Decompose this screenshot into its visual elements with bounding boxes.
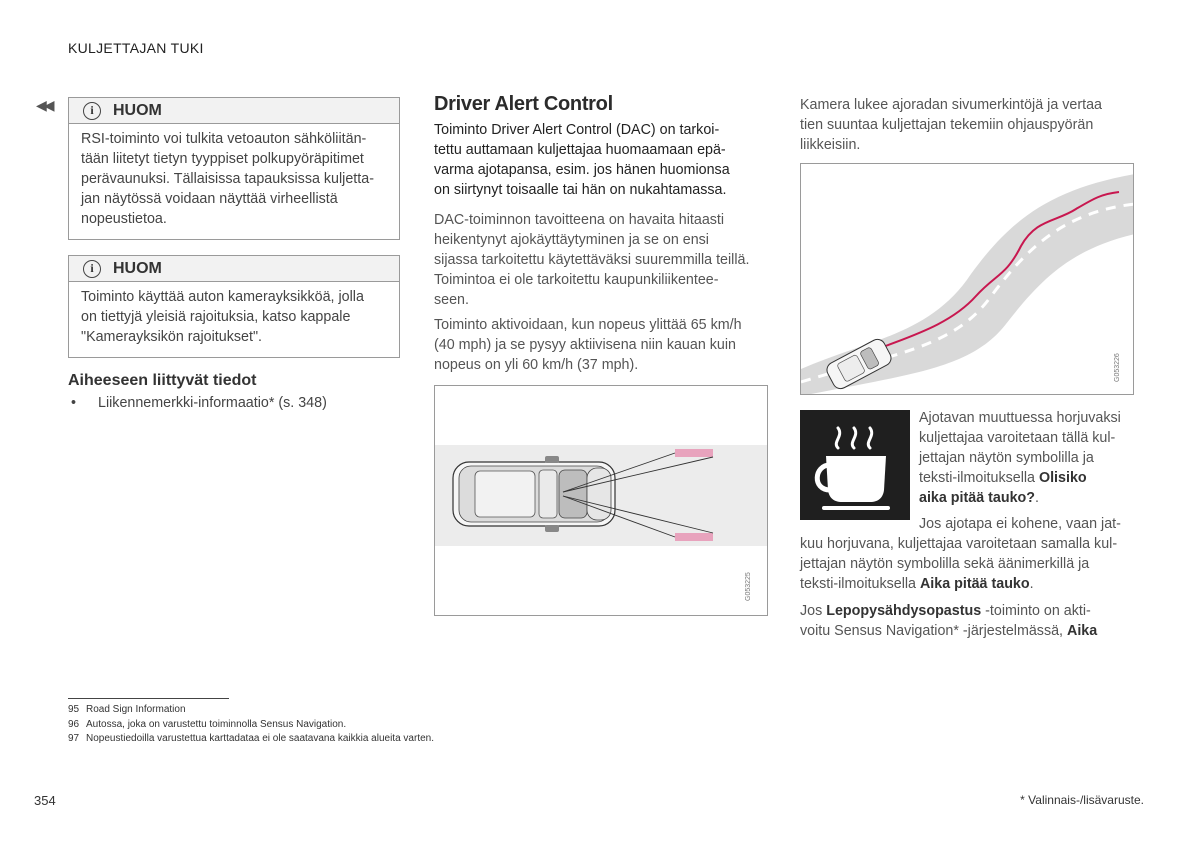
bullet: • [71,395,77,411]
info-icon: i [83,102,101,120]
text-line: Toimintoa ei ole tarkoitettu kaupunkiliikentee- [434,272,719,288]
note-title: HUOM [113,259,162,277]
text-line: aika pitää tauko?. [919,490,1039,506]
note-line: Toiminto käyttää auton kamerayksikköä, jolla [81,289,364,305]
text-line: DAC-toiminnon tavoitteena on havaita hitaasti [434,212,725,228]
alert-message: Aika [1067,623,1098,639]
note-line: on tiettyjä yleisiä rajoituksia, katso kappale [81,309,351,325]
lane-marker-top [675,449,713,457]
text-line: Jos Lepopysähdysopastus -toiminto on akti- [800,603,1091,619]
related-info-heading: Aiheeseen liittyvät tiedot [68,372,257,389]
note-line: RSI-toiminto voi tulkita vetoauton sähköliitän- [81,131,367,147]
figure-code: G053225 [745,572,752,601]
footnote-divider [68,698,229,699]
note-body [69,124,399,239]
text-line: Kamera lukee ajoradan sivumerkintöjä ja vertaa [800,97,1102,113]
note-box-rsi [68,97,400,240]
body-paragraph [800,514,1135,594]
note-line: "Kamerayksikön rajoitukset". [81,329,262,345]
footnote: 95 Road Sign Information [68,704,186,715]
text-line: liikkeisiin. [800,137,861,153]
alert-message: aika pitää tauko? [919,490,1036,506]
page-number: 354 [34,793,56,808]
body-paragraph [800,601,1135,641]
section-header: KULJETTAJAN TUKI [68,40,204,56]
alert-message: Olisiko [1038,470,1087,486]
footnote: 96 Autossa, joka on varustettu toiminnolla Sensus Navigation. [68,718,347,730]
text-line: jettajan näytön symbolilla sekä äänimerkillä ja [800,556,1090,572]
text-line: tettu auttamaan kuljettajaa huomaamaan epä- [434,142,726,158]
note-line: tään liitetyt tietyn tyyppiset polkupyöräpitimet [81,151,364,167]
figure-code: G053226 [1114,353,1121,382]
note-body [69,282,399,357]
note-title: HUOM [113,101,162,119]
body-paragraph [919,408,1139,508]
note-line: nopeustietoa. [81,211,167,227]
body-paragraph [434,210,769,310]
related-link-text[interactable]: Liikennemerkki-informaatio* (s. 348) [98,395,327,411]
info-icon: i [83,260,101,278]
text-line: kuu horjuvana, kuljettajaa varoitetaan samalla kul- [800,536,1118,552]
text-line: varma ajotapansa, esim. jos hänen huomionsa [434,162,730,178]
coffee-cup-icon [800,410,910,520]
text-line: (40 mph) ja se pysyy aktiivisena niin kauan kuin [434,337,736,353]
alert-message: Aika pitää tauko [919,576,1030,592]
camera-illustration [434,385,768,616]
text-line: teksti-ilmoituksella Aika pitää tauko. [800,576,1034,592]
text-line: seen. [434,292,469,308]
footnote: 97 Nopeustiedoilla varustettua karttadataa ei ole saatavana kaikkia alueita varten. [68,733,434,744]
road-path-illustration [800,163,1134,395]
text-line: kuljettajaa varoitetaan tällä kul- [919,430,1116,446]
text-line: Toiminto Driver Alert Control (DAC) on tarkoi- [434,122,720,138]
section-title: Driver Alert Control [434,93,613,115]
double-left-chevron-icon[interactable]: ◀◀ [36,97,52,113]
car-top-view [453,456,615,532]
note-line: perävaunuksi. Tällaisissa tapauksissa kuljetta- [81,171,374,187]
text-line: heikentynyt ajokäyttäytyminen ja se on ensi [434,232,709,248]
text-line: Toiminto aktivoidaan, kun nopeus ylittää 65 km/h [434,317,742,333]
text-line: voitu Sensus Navigation* -järjestelmässä, Aika [800,623,1098,639]
body-paragraph [434,315,769,375]
optional-equipment-note: * Valinnais-/lisävaruste. [1020,793,1144,807]
text-line: jettajan näytön symbolilla ja [919,450,1094,466]
text-line: Ajotavan muuttuessa horjuvaksi [919,410,1121,426]
lead-paragraph [434,120,754,200]
text-line: tien suuntaa kuljettajan tekemiin ohjauspyörän [800,117,1094,133]
feature-name: Lepopysähdysopastus [826,603,982,619]
text-line: on siirtynyt toisaalle tai hän on nukahtamassa. [434,182,727,198]
body-paragraph [800,95,1130,155]
note-header [69,256,399,282]
text-line: Jos ajotapa ei kohene, vaan jat- [919,516,1121,532]
related-link-item[interactable] [68,395,327,411]
text-line: sijassa tarkoitettu käytettäväksi suuremmilla teillä. [434,252,750,268]
note-line: jan näytössä voidaan näyttää virheellistä [81,191,338,207]
text-line: teksti-ilmoituksella Olisiko [919,470,1087,486]
note-box-camera [68,255,400,358]
note-header [69,98,399,124]
lane-marker-bottom [675,533,713,541]
footnotes [68,703,434,747]
car-camera-drawing [435,386,768,616]
text-line: nopeus on yli 60 km/h (37 mph). [434,357,639,373]
road-path-drawing [801,164,1134,395]
